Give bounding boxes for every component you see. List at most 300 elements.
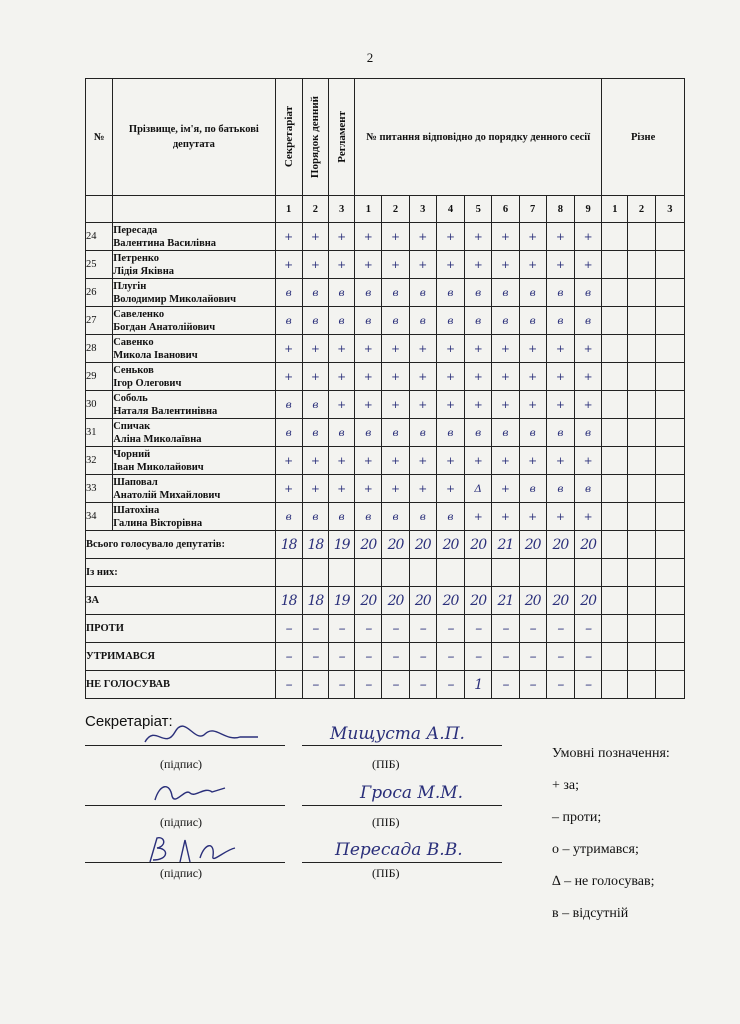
vote-cell: [655, 419, 684, 447]
vote-cell: +: [382, 475, 409, 503]
vote-cell: +: [302, 475, 328, 503]
vote-cell: в: [436, 503, 464, 531]
header-misc: Різне: [602, 79, 685, 196]
vote-cell: +: [492, 363, 519, 391]
vote-cell: +: [575, 447, 602, 475]
summary-value: –: [465, 615, 492, 643]
vote-cell: [628, 363, 655, 391]
vote-cell: +: [409, 391, 436, 419]
vote-cell: [602, 363, 628, 391]
vote-cell: [655, 391, 684, 419]
deputy-surname: Соболь: [113, 392, 148, 404]
summary-value: 18: [302, 587, 328, 615]
summary-value: [436, 559, 464, 587]
summary-value: –: [355, 671, 382, 699]
summary-value: [628, 671, 655, 699]
vote-cell: [655, 503, 684, 531]
vote-cell: в: [546, 279, 574, 307]
summary-label: УТРИМАВСЯ: [86, 643, 276, 671]
summary-row: [86, 559, 685, 587]
summary-value: 20: [465, 587, 492, 615]
summary-value: [602, 531, 628, 559]
summary-value: –: [575, 671, 602, 699]
vote-cell: +: [519, 503, 546, 531]
vote-cell: в: [575, 279, 602, 307]
summary-value: 18: [275, 587, 302, 615]
vote-cell: +: [355, 391, 382, 419]
vote-cell: +: [409, 447, 436, 475]
vote-cell: +: [546, 391, 574, 419]
name-caption-1: (ПІБ): [372, 757, 400, 771]
vote-cell: [628, 447, 655, 475]
sign-caption-1: (підпис): [160, 757, 203, 771]
vote-cell: в: [329, 307, 355, 335]
vote-cell: +: [575, 391, 602, 419]
vote-cell: [602, 447, 628, 475]
secretary-name-1: Мищуста А.П.: [330, 724, 465, 744]
column-number: 2: [628, 196, 655, 223]
deputy-given-names: Іван Миколайович: [113, 461, 204, 473]
deputy-row: [86, 391, 685, 419]
summary-value: [575, 559, 602, 587]
vote-cell: в: [355, 419, 382, 447]
deputy-name: [113, 419, 275, 447]
vote-cell: [602, 391, 628, 419]
signature-2: [150, 778, 230, 808]
vote-cell: +: [355, 251, 382, 279]
vote-cell: в: [465, 419, 492, 447]
summary-value: 20: [409, 587, 436, 615]
vote-cell: [602, 279, 628, 307]
vote-cell: [655, 251, 684, 279]
summary-value: [329, 559, 355, 587]
vote-cell: +: [355, 335, 382, 363]
summary-value: [628, 559, 655, 587]
sign-caption-2: (підпис): [160, 815, 203, 829]
vote-cell: +: [329, 363, 355, 391]
voting-table: [85, 78, 685, 699]
summary-value: –: [382, 643, 409, 671]
vote-cell: в: [302, 503, 328, 531]
vote-cell: в: [492, 307, 519, 335]
vote-cell: +: [546, 251, 574, 279]
vote-cell: в: [546, 419, 574, 447]
column-number: 2: [302, 196, 328, 223]
summary-value: –: [546, 643, 574, 671]
summary-value: –: [275, 615, 302, 643]
column-number: 2: [382, 196, 409, 223]
secretary-name-2: Гроса М.М.: [360, 783, 464, 803]
column-number: 3: [409, 196, 436, 223]
deputy-name: [113, 279, 275, 307]
summary-value: [628, 531, 655, 559]
summary-value: –: [519, 643, 546, 671]
vote-cell: +: [519, 447, 546, 475]
deputy-given-names: Ігор Олегович: [113, 377, 182, 389]
deputy-number: 31: [86, 419, 113, 447]
signature-3: [145, 832, 245, 868]
vote-cell: в: [382, 419, 409, 447]
vote-cell: +: [302, 363, 328, 391]
vote-cell: +: [492, 447, 519, 475]
vote-cell: [628, 307, 655, 335]
page-number: 2: [366, 50, 374, 65]
deputy-given-names: Лідія Яківна: [113, 265, 175, 277]
summary-value: 18: [275, 531, 302, 559]
summary-row: [86, 615, 685, 643]
deputy-given-names: Аліна Миколаївна: [113, 433, 202, 445]
vote-cell: [655, 363, 684, 391]
vote-cell: +: [519, 363, 546, 391]
vote-cell: в: [275, 279, 302, 307]
deputy-given-names: Богдан Анатолійович: [113, 321, 216, 333]
vote-cell: [655, 475, 684, 503]
vote-cell: в: [519, 475, 546, 503]
deputy-name: [113, 223, 275, 251]
vote-cell: в: [519, 307, 546, 335]
legend-item-absent: в – відсутній: [552, 906, 629, 921]
vote-cell: [628, 391, 655, 419]
deputy-given-names: Володимир Миколайович: [113, 293, 237, 305]
vote-cell: +: [492, 223, 519, 251]
vote-cell: [655, 223, 684, 251]
summary-value: [655, 671, 684, 699]
vote-cell: [628, 279, 655, 307]
vote-cell: +: [519, 251, 546, 279]
vote-cell: в: [436, 419, 464, 447]
summary-value: 20: [436, 531, 464, 559]
legend-item-abstain: о – утримався;: [552, 842, 639, 857]
summary-value: –: [329, 643, 355, 671]
summary-value: –: [575, 643, 602, 671]
vote-cell: в: [465, 279, 492, 307]
vote-cell: в: [355, 503, 382, 531]
summary-value: –: [519, 671, 546, 699]
deputy-surname: Сеньков: [113, 364, 154, 376]
summary-row: [86, 587, 685, 615]
summary-value: [628, 643, 655, 671]
deputy-name: [113, 251, 275, 279]
summary-value: [655, 643, 684, 671]
vote-cell: [628, 503, 655, 531]
summary-value: 20: [546, 531, 574, 559]
deputy-surname: Шаповал: [113, 476, 158, 488]
vote-cell: в: [436, 279, 464, 307]
summary-value: –: [436, 643, 464, 671]
deputy-given-names: Галина Вікторівна: [113, 517, 203, 529]
vote-cell: +: [575, 223, 602, 251]
summary-value: [275, 559, 302, 587]
column-number: 9: [575, 196, 602, 223]
column-number: 8: [546, 196, 574, 223]
vote-cell: +: [275, 251, 302, 279]
summary-value: [628, 615, 655, 643]
summary-value: –: [492, 643, 519, 671]
vote-cell: [602, 251, 628, 279]
column-number-row: [86, 196, 685, 223]
column-number: 7: [519, 196, 546, 223]
deputy-row: [86, 251, 685, 279]
deputy-name: [113, 475, 275, 503]
summary-value: [519, 559, 546, 587]
vote-cell: в: [355, 307, 382, 335]
summary-value: –: [409, 615, 436, 643]
header-questions: № питання відповідно до порядку денного сесії: [355, 79, 602, 196]
summary-value: 21: [492, 587, 519, 615]
legend-item-for: + за;: [552, 778, 580, 793]
vote-cell: в: [302, 307, 328, 335]
column-number: 1: [355, 196, 382, 223]
vote-cell: +: [409, 363, 436, 391]
vote-cell: [602, 223, 628, 251]
column-number: 6: [492, 196, 519, 223]
vote-cell: Δ: [465, 475, 492, 503]
vote-cell: +: [546, 223, 574, 251]
summary-value: 20: [546, 587, 574, 615]
summary-value: [655, 559, 684, 587]
vote-cell: +: [436, 251, 464, 279]
vote-cell: +: [409, 223, 436, 251]
vote-cell: [628, 419, 655, 447]
vote-cell: +: [436, 223, 464, 251]
vote-cell: в: [492, 279, 519, 307]
header-secretariat: Секретаріат: [282, 106, 295, 168]
vote-cell: в: [575, 475, 602, 503]
column-number: 4: [436, 196, 464, 223]
summary-value: [602, 587, 628, 615]
summary-value: –: [546, 671, 574, 699]
vote-cell: в: [409, 419, 436, 447]
deputy-number: 30: [86, 391, 113, 419]
deputy-surname: Пересада: [113, 224, 158, 236]
deputy-given-names: Анатолій Михайлович: [113, 489, 221, 501]
summary-row: [86, 643, 685, 671]
vote-cell: [602, 475, 628, 503]
vote-cell: [602, 419, 628, 447]
vote-cell: +: [465, 391, 492, 419]
name-line-2: [302, 805, 502, 806]
vote-cell: в: [465, 307, 492, 335]
vote-cell: [602, 335, 628, 363]
header-agenda: Порядок денний: [309, 95, 322, 179]
summary-value: –: [465, 643, 492, 671]
vote-cell: в: [275, 307, 302, 335]
vote-cell: в: [575, 307, 602, 335]
summary-label: Всього голосувало депутатів:: [86, 531, 276, 559]
summary-value: –: [436, 671, 464, 699]
vote-cell: +: [382, 391, 409, 419]
vote-cell: +: [302, 223, 328, 251]
vote-cell: +: [546, 363, 574, 391]
vote-cell: в: [436, 307, 464, 335]
name-caption-3: (ПІБ): [372, 866, 400, 880]
vote-cell: в: [519, 419, 546, 447]
summary-value: [655, 531, 684, 559]
summary-value: –: [575, 615, 602, 643]
deputy-given-names: Валентина Василівна: [113, 237, 217, 249]
summary-value: [492, 559, 519, 587]
summary-value: 20: [355, 587, 382, 615]
deputy-row: [86, 307, 685, 335]
summary-value: –: [409, 671, 436, 699]
summary-value: –: [382, 615, 409, 643]
deputy-name: [113, 503, 275, 531]
deputy-number: 29: [86, 363, 113, 391]
deputy-number: 33: [86, 475, 113, 503]
header-no: №: [86, 79, 113, 196]
summary-value: –: [519, 615, 546, 643]
deputy-surname: Плугін: [113, 280, 147, 292]
deputy-given-names: Микола Іванович: [113, 349, 198, 361]
summary-row: [86, 531, 685, 559]
vote-cell: в: [302, 419, 328, 447]
deputy-number: 34: [86, 503, 113, 531]
vote-cell: в: [329, 419, 355, 447]
summary-value: [546, 559, 574, 587]
summary-value: 1: [465, 671, 492, 699]
vote-cell: в: [382, 503, 409, 531]
vote-cell: +: [436, 447, 464, 475]
deputy-row: [86, 279, 685, 307]
legend-item-not-voted: ∆ – не голосував;: [552, 874, 655, 889]
vote-cell: +: [329, 335, 355, 363]
deputy-surname: Спичак: [113, 420, 151, 432]
secretary-name-3: Пересада В.В.: [335, 840, 463, 860]
deputy-name: [113, 391, 275, 419]
summary-value: –: [329, 615, 355, 643]
vote-cell: [628, 223, 655, 251]
vote-cell: +: [329, 475, 355, 503]
vote-cell: в: [329, 503, 355, 531]
vote-cell: в: [409, 503, 436, 531]
sign-caption-3: (підпис): [160, 866, 203, 880]
vote-cell: +: [436, 391, 464, 419]
summary-value: 20: [465, 531, 492, 559]
vote-cell: +: [382, 447, 409, 475]
vote-cell: [628, 251, 655, 279]
vote-cell: в: [546, 307, 574, 335]
vote-cell: +: [355, 363, 382, 391]
summary-value: –: [409, 643, 436, 671]
deputy-row: [86, 223, 685, 251]
vote-cell: в: [382, 279, 409, 307]
vote-cell: +: [519, 391, 546, 419]
vote-cell: в: [302, 391, 328, 419]
vote-cell: [602, 503, 628, 531]
summary-value: [409, 559, 436, 587]
summary-value: 19: [329, 587, 355, 615]
vote-cell: +: [329, 391, 355, 419]
summary-value: –: [329, 671, 355, 699]
summary-value: [302, 559, 328, 587]
vote-cell: +: [519, 223, 546, 251]
vote-cell: +: [465, 223, 492, 251]
summary-value: [355, 559, 382, 587]
name-line-1: [302, 745, 502, 746]
column-number: 3: [655, 196, 684, 223]
summary-label: ПРОТИ: [86, 615, 276, 643]
deputy-surname: Петренко: [113, 252, 160, 264]
vote-cell: +: [575, 503, 602, 531]
vote-cell: в: [519, 279, 546, 307]
signature-1: [140, 722, 260, 750]
vote-cell: в: [329, 279, 355, 307]
vote-cell: +: [465, 335, 492, 363]
summary-value: [655, 587, 684, 615]
summary-value: 20: [436, 587, 464, 615]
deputy-given-names: Наталя Валентинівна: [113, 405, 218, 417]
vote-cell: +: [436, 335, 464, 363]
vote-cell: +: [275, 223, 302, 251]
vote-cell: в: [546, 475, 574, 503]
name-line-3: [302, 862, 502, 863]
vote-cell: +: [355, 223, 382, 251]
vote-cell: +: [575, 335, 602, 363]
deputy-number: 28: [86, 335, 113, 363]
deputy-number: 26: [86, 279, 113, 307]
vote-cell: +: [492, 503, 519, 531]
column-number: 5: [465, 196, 492, 223]
summary-value: 20: [355, 531, 382, 559]
vote-cell: +: [519, 335, 546, 363]
vote-cell: в: [409, 307, 436, 335]
vote-cell: в: [575, 419, 602, 447]
summary-value: –: [302, 615, 328, 643]
column-number: 1: [602, 196, 628, 223]
header-name: Прізвище, ім'я, по батькові депутата: [113, 79, 275, 196]
summary-value: [655, 615, 684, 643]
deputy-row: [86, 363, 685, 391]
vote-cell: +: [329, 447, 355, 475]
summary-value: 21: [492, 531, 519, 559]
vote-cell: в: [355, 279, 382, 307]
legend-title: Умовні позначення:: [552, 746, 670, 761]
vote-cell: +: [546, 503, 574, 531]
deputy-number: 27: [86, 307, 113, 335]
vote-cell: в: [409, 279, 436, 307]
deputy-name: [113, 307, 275, 335]
vote-cell: +: [275, 447, 302, 475]
vote-cell: +: [302, 447, 328, 475]
summary-value: [602, 671, 628, 699]
summary-value: –: [355, 643, 382, 671]
summary-value: –: [436, 615, 464, 643]
column-number: 3: [329, 196, 355, 223]
vote-cell: +: [546, 447, 574, 475]
vote-cell: +: [492, 335, 519, 363]
summary-value: [602, 615, 628, 643]
deputy-rows: [86, 223, 685, 531]
vote-cell: +: [302, 335, 328, 363]
summary-value: [628, 587, 655, 615]
deputy-surname: Чорний: [113, 448, 151, 460]
vote-cell: +: [492, 475, 519, 503]
deputy-name: [113, 363, 275, 391]
summary-value: [465, 559, 492, 587]
vote-cell: в: [275, 391, 302, 419]
vote-cell: [628, 475, 655, 503]
deputy-surname: Савеленко: [113, 308, 165, 320]
summary-rows: [86, 531, 685, 699]
summary-value: 20: [382, 587, 409, 615]
deputy-number: 32: [86, 447, 113, 475]
deputy-number: 25: [86, 251, 113, 279]
vote-cell: +: [409, 251, 436, 279]
summary-value: [602, 559, 628, 587]
vote-cell: +: [465, 363, 492, 391]
summary-value: –: [492, 671, 519, 699]
name-caption-2: (ПІБ): [372, 815, 400, 829]
